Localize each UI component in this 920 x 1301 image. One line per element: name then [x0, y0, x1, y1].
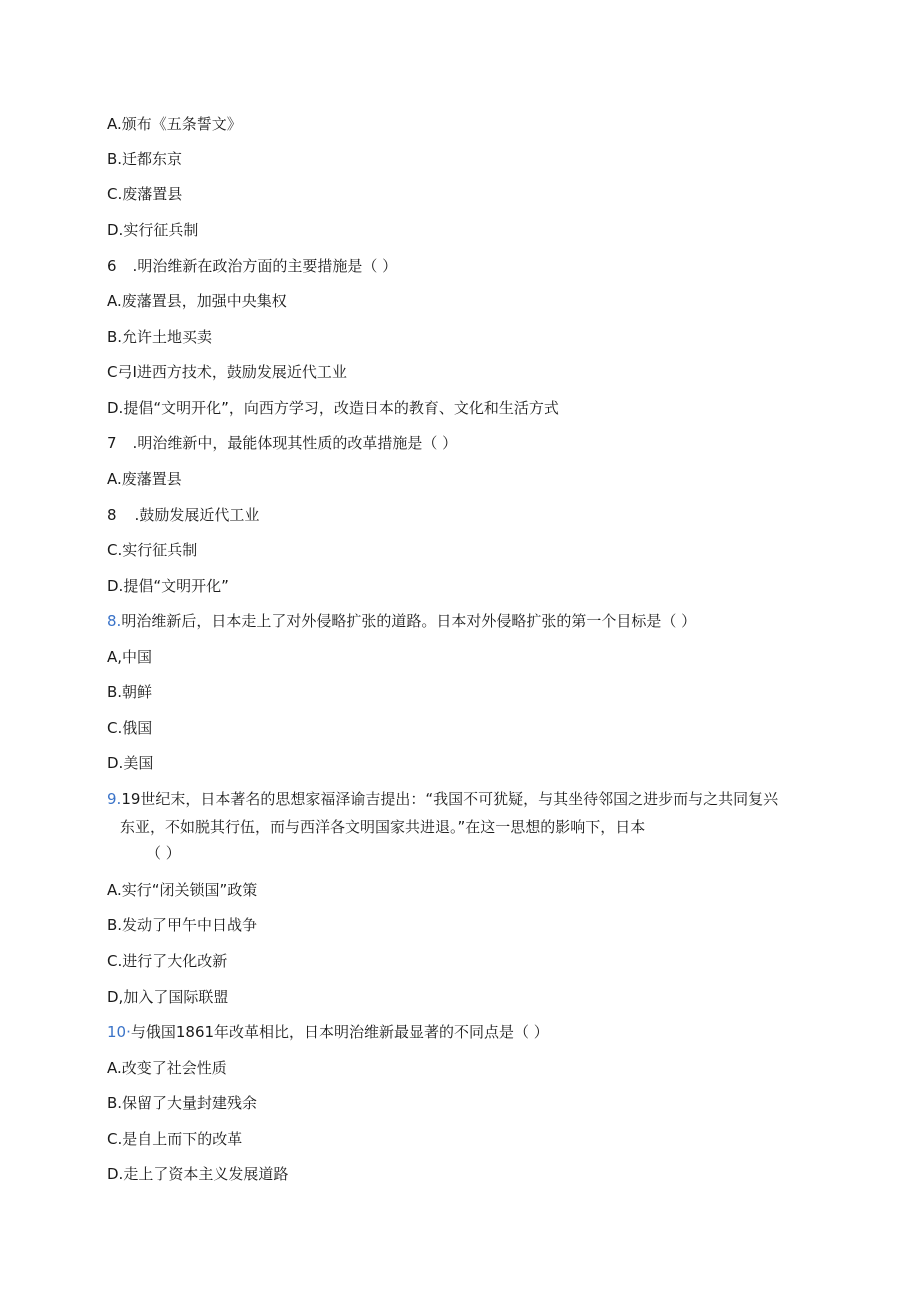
q7-option-c: C.实行征兵制 — [107, 541, 198, 559]
q7-number: 7 — [107, 434, 117, 452]
q6-option-c: C弓I进西方技术，鼓励发展近代工业 — [107, 363, 347, 381]
q6-stem: .明治维新在政治方面的主要措施是（ ） — [132, 257, 398, 275]
q8-option-b: B.朝鲜 — [107, 683, 153, 701]
q8-option-d: D.美国 — [107, 754, 154, 772]
q10-option-c: C.是自上而下的改革 — [107, 1130, 243, 1148]
q9-option-d: D,加入了国际联盟 — [107, 988, 229, 1006]
q10-option-b: B.保留了大量封建残余 — [107, 1094, 258, 1112]
q5-option-d: D.实行征兵制 — [107, 221, 199, 239]
q10-option-d: D.走上了资本主义发展道路 — [107, 1165, 289, 1183]
q6-option-d: D.提倡“文明开化”，向西方学习，改造日本的教育、文化和生活方式 — [107, 399, 559, 417]
q8-option-a: A,中国 — [107, 648, 153, 666]
q10-number: 10· — [107, 1023, 131, 1041]
q6-option-a: A.废藩置县，加强中央集权 — [107, 292, 287, 310]
q8-number: 8. — [107, 612, 122, 630]
q8-option-c: C.俄国 — [107, 719, 153, 737]
q9-number: 9. — [107, 790, 122, 808]
q10-stem-line — [107, 1022, 549, 1042]
q7-option-b-number: 8 — [107, 506, 117, 524]
q6-option-b: B.允许土地买卖 — [107, 328, 213, 346]
q9-stem-line-1 — [107, 789, 778, 809]
q9-option-a: A.实行“闭关锁国”政策 — [107, 881, 258, 899]
q6-number: 6 — [107, 257, 117, 275]
q9-stem-line-2: 东亚，不如脱其行伍，而与西洋各文明国家共进退。”在这一思想的影响下，日本 — [120, 818, 646, 836]
q7-stem: .明治维新中，最能体现其性质的改革措施是（ ） — [132, 434, 458, 452]
q9-stem-line-3: （ ） — [146, 844, 181, 862]
q5-option-a: A.颁布《五条誓文》 — [107, 115, 242, 133]
q9-stem-1: 19世纪末，日本著名的思想家福泽谕吉提出：“我国不可犹疑，与其坐待邻国之进步而与之共同复兴 — [121, 790, 779, 808]
q10-stem: 与俄国1861年改革相比，日本明治维新最显著的不同点是（ ） — [130, 1023, 549, 1041]
q7-option-b: .鼓励发展近代工业 — [134, 506, 260, 524]
q7-stem-line — [107, 433, 457, 453]
q7-option-d: D.提倡“文明开化” — [107, 577, 229, 595]
q8-stem-line — [107, 611, 696, 631]
q7-option-b-line — [107, 505, 259, 525]
q5-option-b: B.迁都东京 — [107, 150, 183, 168]
q6-stem-line — [107, 256, 397, 276]
q9-option-c: C.进行了大化改新 — [107, 952, 228, 970]
q5-option-c: C.废藩置县 — [107, 185, 183, 203]
q9-option-b: B.发动了甲午中日战争 — [107, 916, 258, 934]
q10-option-a: A.改变了社会性质 — [107, 1059, 227, 1077]
q7-option-a: A.废藩置县 — [107, 470, 182, 488]
q8-stem: 明治维新后，日本走上了对外侵略扩张的道路。日本对外侵略扩张的第一个目标是（ ） — [121, 612, 697, 630]
